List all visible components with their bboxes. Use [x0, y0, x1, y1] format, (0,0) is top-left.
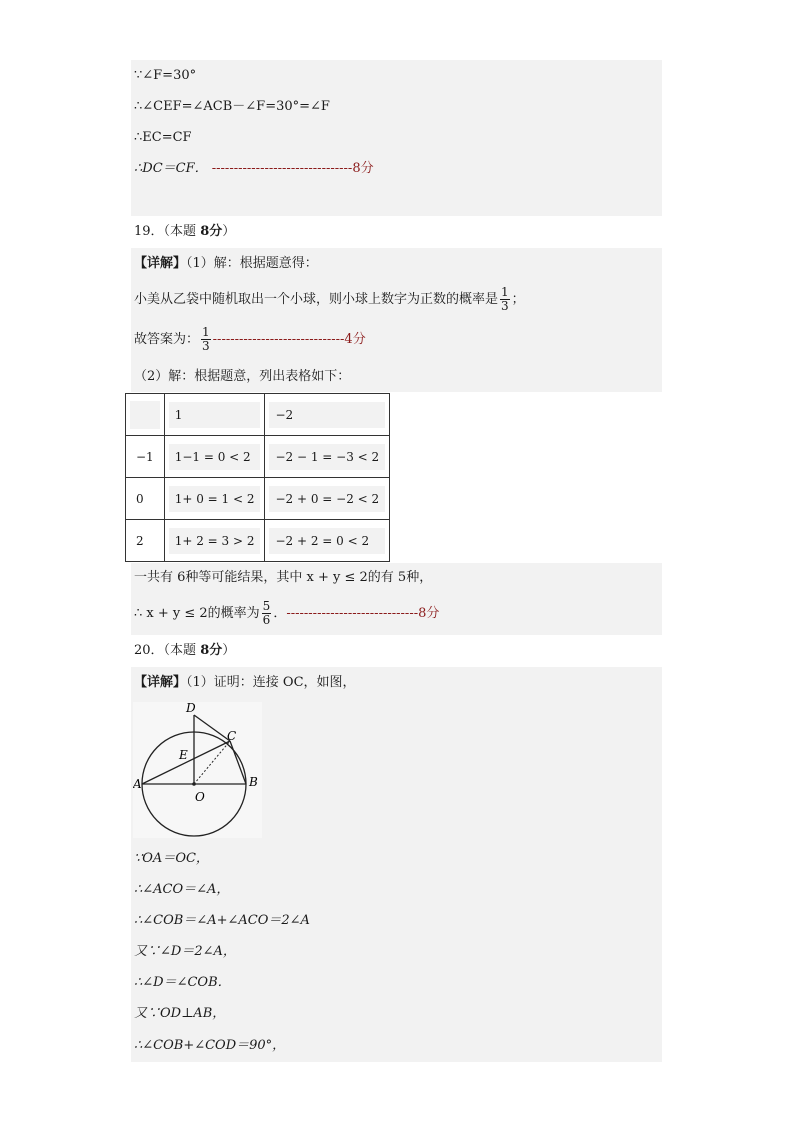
line-end: ；: [511, 292, 525, 307]
question-score: 8分: [200, 224, 223, 239]
label-C: C: [227, 729, 237, 743]
header-end: ）: [222, 643, 236, 658]
table-cell: [126, 394, 165, 436]
result-text: ∴ x + y ≤ 2的概率为: [134, 606, 260, 621]
result-probability-line: [134, 599, 439, 629]
proof-line: ∵OA＝OC，: [134, 851, 209, 866]
detail-label: 【详解】: [134, 675, 187, 690]
score-marker: ------------------------------8分: [286, 606, 440, 621]
table-cell: −2 − 1 = −3 < 2: [265, 436, 390, 478]
fraction-denominator: 3: [202, 339, 210, 353]
question-20-header: [134, 641, 235, 661]
fraction-numerator: 1: [202, 325, 210, 339]
table-row: [126, 394, 390, 436]
table-row: [126, 520, 390, 562]
detail-text: （1）解：根据题意得：: [186, 256, 318, 271]
conclusion-text: ∴DC＝CF．: [134, 161, 208, 176]
label-E: E: [179, 748, 188, 762]
table-cell: 2: [126, 520, 165, 562]
question-score: 8分: [200, 643, 223, 658]
outcome-table: [125, 393, 390, 562]
label-O: O: [195, 790, 205, 804]
part2-line: （2）解：根据题意，列出表格如下：: [134, 369, 351, 384]
table-cell: −2: [265, 394, 390, 436]
fraction-numerator: 5: [262, 599, 271, 613]
result-line: 一共有 6种等可能结果，其中 x + y ≤ 2的有 5种，: [134, 570, 433, 585]
label-D: D: [186, 702, 196, 715]
center-point: [192, 782, 196, 786]
detail-line: [134, 673, 356, 693]
table-cell: −2 + 2 = 0 < 2: [265, 520, 390, 562]
fraction-one-third: [201, 326, 211, 353]
table-cell: 1: [164, 394, 265, 436]
proof-line: ∴∠D＝∠COB．: [134, 975, 231, 990]
proof-line: ∴∠CEF=∠ACB－∠F=30°=∠F: [134, 99, 330, 114]
fraction-one-third: [500, 286, 510, 313]
score-marker: --------------------------------8分: [211, 161, 374, 176]
proof-line: 又∵∠D＝2∠A，: [134, 944, 236, 959]
answer-text: 故答案为：: [134, 332, 200, 347]
table-row: [126, 436, 390, 478]
detail-text: （1）证明：连接 OC，如图，: [186, 675, 356, 690]
detail-line: [134, 254, 318, 274]
segment-DC: [194, 715, 230, 741]
answer-line: [134, 325, 366, 355]
proof-line: ∴EC=CF: [134, 130, 192, 145]
detail-label: 【详解】: [134, 256, 187, 271]
fraction-numerator: 1: [501, 285, 509, 299]
segment-OC-dashed: [194, 741, 230, 784]
score-marker: ------------------------------4分: [212, 332, 366, 347]
proof-line: 又∵OD⊥AB，: [134, 1006, 226, 1021]
proof-conclusion: [134, 159, 374, 179]
table-cell: 1−1 = 0 < 2: [164, 436, 265, 478]
question-number: 19．（本题: [134, 224, 201, 239]
fraction-denominator: 6: [262, 613, 271, 627]
geometry-figure: [133, 702, 262, 838]
probability-line: [134, 285, 525, 315]
solution-block-18: [131, 60, 662, 216]
line-end: ．: [273, 606, 287, 621]
fraction-denominator: 3: [501, 299, 509, 313]
proof-line: ∵∠F=30°: [134, 68, 197, 83]
fraction-five-sixths: [262, 600, 272, 627]
table-cell: −2 + 0 = −2 < 2: [265, 478, 390, 520]
table-row: [126, 478, 390, 520]
question-19-header: [134, 222, 235, 242]
header-end: ）: [222, 224, 236, 239]
table-cell: 1+ 0 = 1 < 2: [164, 478, 265, 520]
question-number: 20．（本题: [134, 643, 201, 658]
label-B: B: [249, 775, 258, 789]
table-cell: 1+ 2 = 3 > 2: [164, 520, 265, 562]
label-A: A: [133, 777, 142, 791]
probability-text: 小美从乙袋中随机取出一个小球，则小球上数字为正数的概率是: [134, 292, 499, 307]
table-cell: 0: [126, 478, 165, 520]
segment-CB: [230, 741, 246, 784]
table-cell: −1: [126, 436, 165, 478]
proof-line: ∴∠COB+∠COD＝90°，: [134, 1038, 286, 1053]
proof-line: ∴∠COB＝∠A+∠ACO＝2∠A: [134, 913, 310, 928]
circle-diagram: [133, 702, 262, 838]
proof-line: ∴∠ACO＝∠A，: [134, 882, 230, 897]
